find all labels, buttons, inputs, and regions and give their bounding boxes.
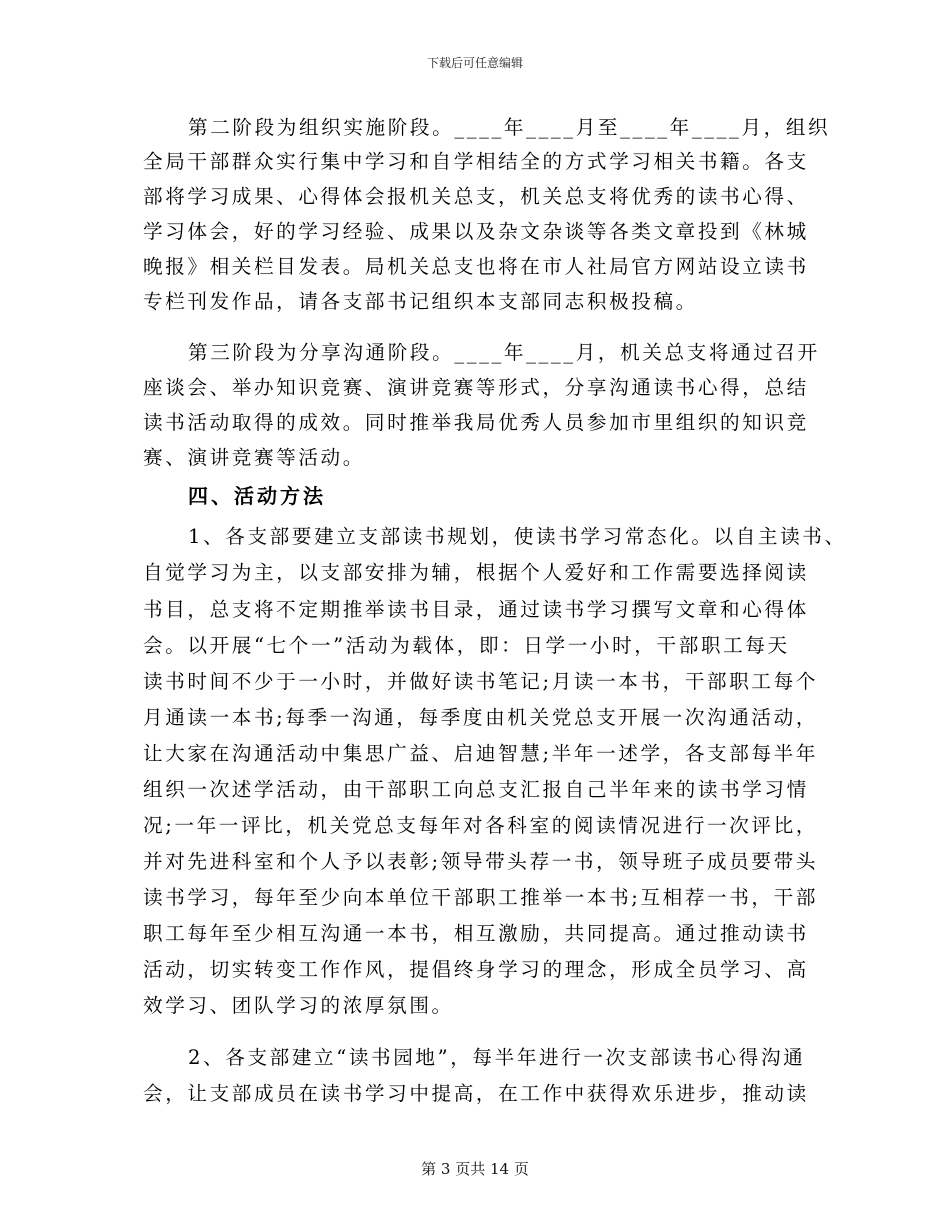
page-number: 第 3 页共 14 页 xyxy=(421,1160,529,1178)
paragraph-line: 1、各支部要建立支部读书规划，使读书学习常态化。以自主读书、 xyxy=(188,525,847,548)
paragraph-line: 读书学习，每年至少向本单位干部职工推举一本书;互相荐一书，干部 xyxy=(143,886,819,909)
page-header-note: 下载后可任意编辑 xyxy=(426,56,523,70)
section-heading: 四、活动方法 xyxy=(188,484,326,508)
paragraph-line: 专栏刊发作品，请各支部书记组织本支部同志积极投稿。 xyxy=(143,290,698,313)
paragraph-line: 赛、演讲竞赛等活动。 xyxy=(143,446,365,469)
paragraph-line: 效学习、团队学习的浓厚氛围。 xyxy=(143,994,454,1017)
paragraph-line: 会，让支部成员在读书学习中提高，在工作中获得欢乐进步，推动读 xyxy=(143,1082,809,1105)
paragraph-line: 职工每年至少相互沟通一本书，相互激励，共同提高。通过推动读书 xyxy=(143,922,809,945)
paragraph-line: 学习体会，好的学习经验、成果以及杂文杂谈等各类文章投到《林城 xyxy=(143,220,809,243)
paragraph-line: 让大家在沟通活动中集思广益、启迪智慧;半年一述学，各支部每半年 xyxy=(143,742,819,765)
paragraph-line: 活动，切实转变工作作风，提倡终身学习的理念，形成全员学习、高 xyxy=(143,958,809,981)
paragraph-line: 部将学习成果、心得体会报机关总支，机关总支将优秀的读书心得、 xyxy=(143,185,809,208)
paragraph-line: 并对先进科室和个人予以表彰;领导带头荐一书，领导班子成员要带头 xyxy=(143,850,819,873)
paragraph-line: 组织一次述学活动，由干部职工向总支汇报自己半年来的读书学习情 xyxy=(143,778,809,801)
paragraph-line: 第二阶段为组织实施阶段。____年____月至____年____月，组织 xyxy=(188,116,831,139)
paragraph-line: 自觉学习为主，以支部安排为辅，根据个人爱好和工作需要选择阅读 xyxy=(143,561,809,584)
paragraph-line: 座谈会、举办知识竞赛、演讲竞赛等形式，分享沟通读书心得，总结 xyxy=(143,376,809,399)
paragraph-line: 书目，总支将不定期推举读书目录，通过读书学习撰写文章和心得体 xyxy=(143,598,809,621)
paragraph-line: 会。以开展“七个一”活动为载体，即：日学一小时，干部职工每天 xyxy=(143,634,790,657)
paragraph-line: 晚报》相关栏目发表。局机关总支也将在市人社局官方网站设立读书 xyxy=(143,255,809,278)
paragraph-line: 读书活动取得的成效。同时推举我局优秀人员参加市里组织的知识竞 xyxy=(143,411,809,434)
paragraph-line: 第三阶段为分享沟通阶段。____年____月，机关总支将通过召开 xyxy=(188,341,820,364)
paragraph-line: 况;一年一评比，机关党总支每年对各科室的阅读情况进行一次评比， xyxy=(143,814,819,837)
paragraph-line: 2、各支部建立“读书园地”，每半年进行一次支部读书心得沟通 xyxy=(188,1046,806,1069)
paragraph-line: 月通读一本书;每季一沟通，每季度由机关党总支开展一次沟通活动， xyxy=(143,706,819,729)
paragraph-line: 读书时间不少于一小时，并做好读书笔记;月读一本书，干部职工每个 xyxy=(143,670,819,693)
paragraph-line: 全局干部群众实行集中学习和自学相结全的方式学习相关书籍。各支 xyxy=(143,150,809,173)
